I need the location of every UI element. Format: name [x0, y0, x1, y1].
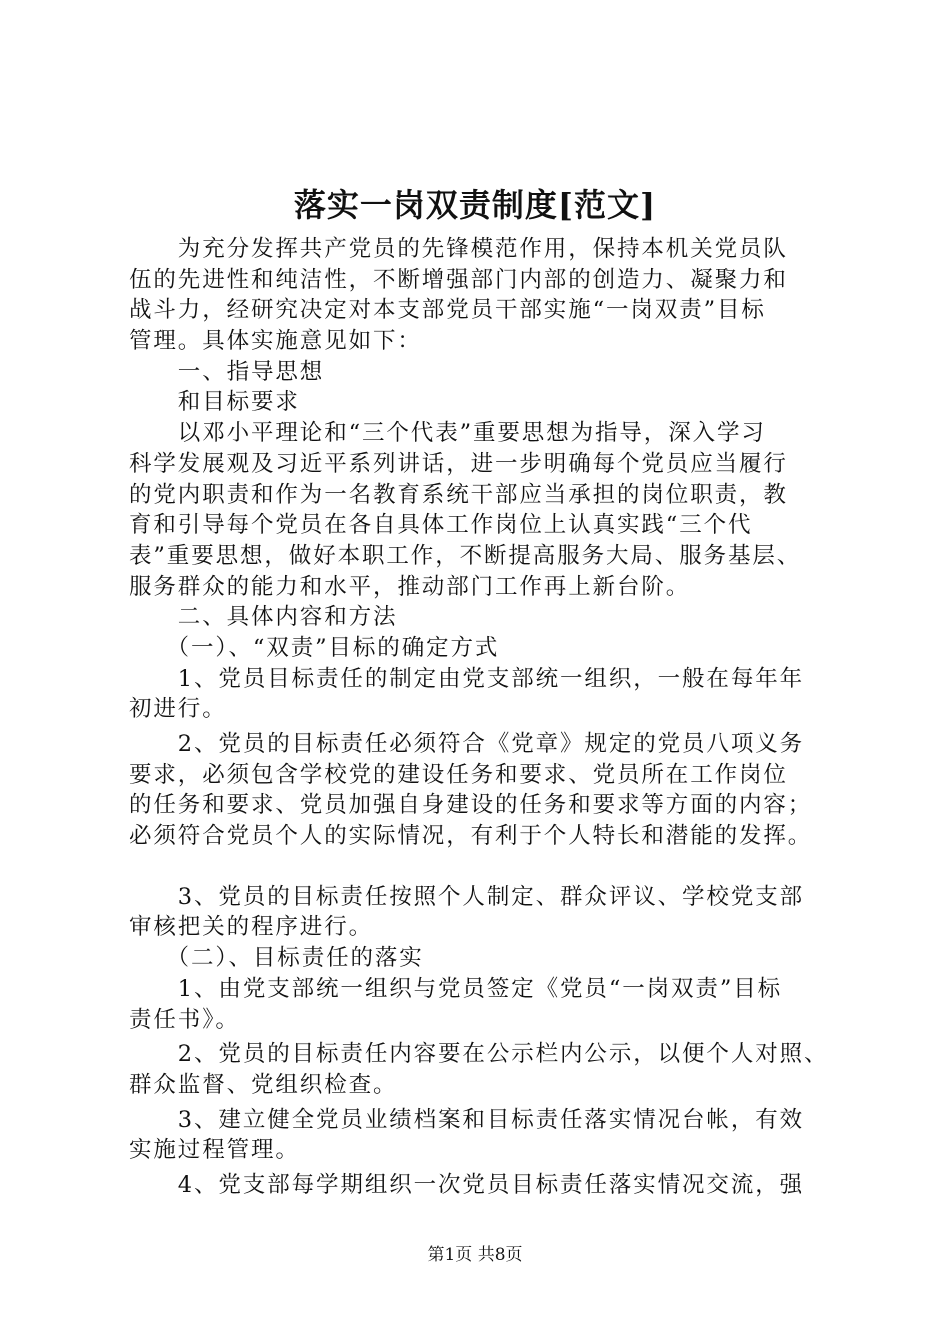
subsection-heading: （一）、“双责”目标的确定方式: [129, 634, 500, 661]
page-number: 第1页 共8页: [427, 1245, 523, 1265]
text-line: 为充分发挥共产党员的先锋模范作用，保持本机关党员队: [129, 236, 788, 262]
text-line: 要求，必须包含学校党的建设任务和要求、党员所在工作岗位: [129, 761, 788, 788]
text-line: 伍的先进性和纯洁性，不断增强部门内部的创造力、凝聚力和: [129, 266, 788, 293]
text-line: 的任务和要求、党员加强自身建设的任务和要求等方面的内容；: [129, 792, 813, 819]
text-line: 1、由党支部统一组织与党员签定《党员“一岗双责”目标: [129, 975, 783, 1002]
document-body: [129, 234, 834, 1201]
text-line: 2、党员的目标责任内容要在公示栏内公示，以便个人对照、: [129, 1041, 829, 1068]
text-line: 初进行。: [129, 696, 227, 723]
text-line: 育和引导每个党员在各自具体工作岗位上认真实践“三个代: [129, 512, 753, 539]
subsection-heading: （二）、目标责任的落实: [129, 945, 424, 972]
text-line: 实施过程管理。: [129, 1137, 300, 1164]
text-line: 3、建立健全党员业绩档案和目标责任落实情况台帐，有效: [129, 1106, 805, 1133]
section-heading: 和目标要求: [129, 389, 300, 416]
text-line: 群众监督、党组织检查。: [129, 1071, 398, 1098]
text-line: 的党内职责和作为一名教育系统干部应当承担的岗位职责，教: [129, 481, 788, 508]
text-line: 3、党员的目标责任按照个人制定、群众评议、学校党支部: [129, 883, 805, 910]
section-heading: 二、具体内容和方法: [129, 604, 398, 631]
text-line: 战斗力，经研究决定对本支部党员干部实施“一岗双责”目标: [129, 297, 766, 324]
text-line: 服务群众的能力和水平，推动部门工作再上新台阶。: [129, 573, 691, 600]
text-line: 1、党员目标责任的制定由党支部统一组织，一般在每年年: [129, 665, 805, 692]
text-line: 2、党员的目标责任必须符合《党章》规定的党员八项义务: [129, 731, 805, 757]
document-title: 落实一岗双责制度[范文]: [293, 186, 657, 224]
text-line: 必须符合党员个人的实际情况，有利于个人特长和潜能的发挥。: [129, 823, 813, 850]
text-line: 管理。具体实施意见如下：: [129, 328, 422, 355]
text-line: 表”重要思想，做好本职工作，不断提高服务大局、服务基层、: [129, 542, 802, 569]
text-line: 责任书》。: [129, 1006, 240, 1033]
text-line: 以邓小平理论和“三个代表”重要思想为指导，深入学习: [129, 420, 766, 447]
text-line: 审核把关的程序进行。: [129, 914, 374, 941]
section-heading: 一、指导思想: [129, 358, 325, 385]
text-line: 4、党支部每学期组织一次党员目标责任落实情况交流，强: [129, 1171, 805, 1198]
text-line: 科学发展观及习近平系列讲话，进一步明确每个党员应当履行: [129, 450, 788, 477]
